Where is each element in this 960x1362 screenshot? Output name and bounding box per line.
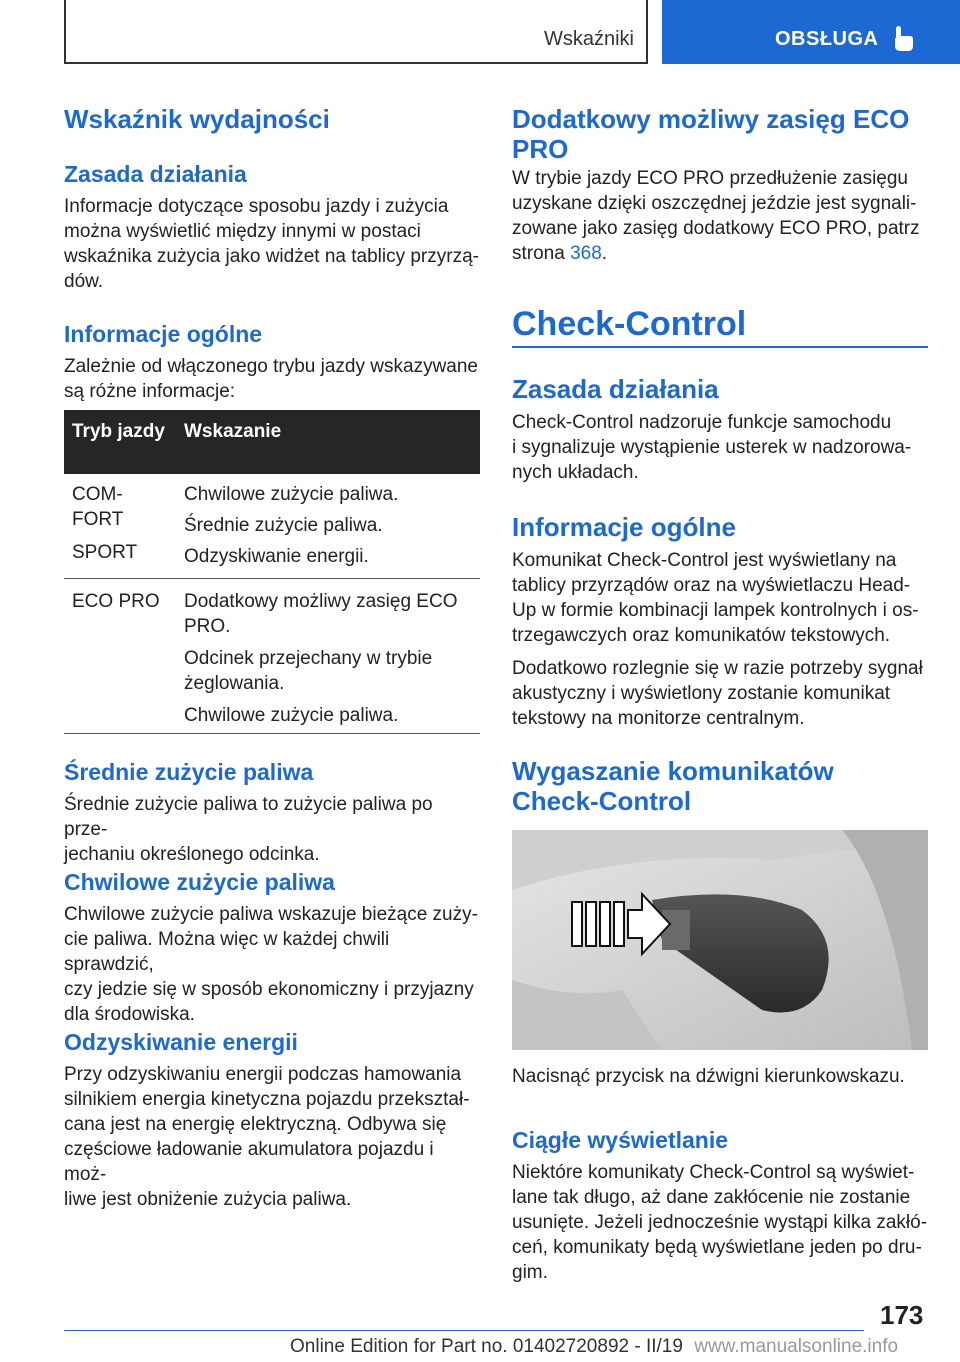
cc-general-paragraph-2 bbox=[512, 656, 923, 731]
text-line: wskaźnika zużycia jako widżet na tablicy przyrzą- bbox=[64, 246, 479, 267]
mode-table bbox=[64, 410, 480, 734]
eco-paragraph bbox=[512, 166, 920, 266]
heading-continuous-display: Ciągłe wyświetlanie bbox=[512, 1127, 729, 1153]
text-line: W trybie jazdy ECO PRO przedłużenie zasięgu bbox=[512, 168, 908, 189]
chapter-title-check-control: Check-Control bbox=[512, 305, 747, 343]
header-section-box bbox=[64, 0, 648, 64]
cc-general-paragraph bbox=[512, 548, 919, 648]
display-item: PRO. bbox=[184, 616, 231, 637]
text-line: nych układach. bbox=[512, 462, 639, 483]
text-line: cie paliwa. Można więc w każdej chwili sprawdzić, bbox=[64, 929, 390, 975]
text-line: można wyświetlić między innymi w postaci bbox=[64, 221, 421, 242]
text-line: akustyczny i wyświetlony zostanie komunikat bbox=[512, 683, 891, 704]
heading-principle: Zasada działania bbox=[64, 161, 247, 187]
text-line: Chwilowe zużycie paliwa wskazuje bieżące zuży- bbox=[64, 904, 478, 925]
table-row bbox=[64, 474, 480, 579]
mode-text: FORT bbox=[72, 509, 124, 530]
display-item: Chwilowe zużycie paliwa. bbox=[184, 484, 399, 505]
table-cell-mode bbox=[72, 589, 172, 614]
display-item: Dodatkowy możliwy zasięg ECO bbox=[184, 591, 458, 612]
heading-eco-range bbox=[512, 104, 909, 164]
text-line: Średnie zużycie paliwa to zużycie paliwa po prze- bbox=[64, 794, 433, 840]
mode-text: SPORT bbox=[72, 542, 138, 563]
text-line: częściowe ładowanie akumulatora pojazdu i moż- bbox=[64, 1139, 434, 1185]
pointing-hand-icon bbox=[892, 24, 916, 52]
table-cell-display bbox=[184, 589, 474, 728]
edition-text: Online Edition for Part no. 01402720892 - II/19 bbox=[290, 1336, 683, 1357]
heading-current-consumption: Chwilowe zużycie paliwa bbox=[64, 869, 335, 895]
text-line: liwe jest obniżenie zużycia paliwa. bbox=[64, 1189, 352, 1210]
text-line: Komunikat Check-Control jest wyświetlany na bbox=[512, 550, 897, 571]
text-line: są różne informacje: bbox=[64, 381, 236, 402]
chapter-label: OBSŁUGA bbox=[775, 28, 879, 50]
text-fragment: strona bbox=[512, 243, 571, 264]
text-line bbox=[512, 241, 920, 266]
text-line: Up w formie kombinacji lampek kontrolnych i os- bbox=[512, 600, 919, 621]
text-line: Dodatkowo rozlegnie się w razie potrzeby sygnał bbox=[512, 658, 923, 679]
image-caption: Nacisnąć przycisk na dźwigni kierunkowskazu. bbox=[512, 1066, 905, 1087]
text-line: dów. bbox=[64, 271, 104, 292]
footer-edition bbox=[290, 1336, 898, 1358]
text-line: Przy odzyskiwaniu energii podczas hamowania bbox=[64, 1064, 462, 1085]
current-paragraph bbox=[64, 902, 480, 1027]
footer-rule bbox=[64, 1330, 864, 1331]
heading-line: Wygaszanie komunikatów bbox=[512, 756, 834, 786]
title-rule bbox=[512, 346, 928, 348]
text-line: czy jedzie się w sposób ekonomiczny i przyjazny bbox=[64, 979, 474, 1000]
average-paragraph bbox=[64, 792, 480, 867]
text-line: ceń, komunikaty będą wyświetlane jeden po dru- bbox=[512, 1237, 922, 1258]
text-line: uzyskane dzięki oszczędnej jeździe jest sygnali- bbox=[512, 193, 917, 214]
text-line: lane tak długo, aż dane zakłócenie nie zostanie bbox=[512, 1187, 911, 1208]
table-cell-display bbox=[184, 482, 474, 569]
section-title: Wskaźniki bbox=[543, 28, 634, 50]
heading-general-cc: Informacje ogólne bbox=[512, 512, 736, 542]
text-line: Check-Control nadzoruje funkcje samochodu bbox=[512, 412, 892, 433]
heading-line: PRO bbox=[512, 134, 569, 164]
heading-principle-cc: Zasada działania bbox=[512, 374, 719, 404]
turn-signal-lever-image bbox=[512, 830, 928, 1050]
text-line: jechaniu określonego odcinka. bbox=[64, 844, 320, 865]
cc-principle-paragraph bbox=[512, 410, 911, 485]
heading-average-consumption: Średnie zużycie paliwa bbox=[64, 759, 314, 785]
text-line: tablicy przyrządów oraz na wyświetlaczu Head- bbox=[512, 575, 911, 596]
continuous-paragraph bbox=[512, 1160, 927, 1285]
table-cell-mode bbox=[72, 482, 172, 565]
principle-paragraph bbox=[64, 194, 479, 294]
text-line: gim. bbox=[512, 1262, 548, 1283]
text-line: tekstowy na monitorze centralnym. bbox=[512, 708, 805, 729]
text-line: Niektóre komunikaty Check-Control są wyświet- bbox=[512, 1162, 915, 1183]
text-line: Informacje dotyczące sposobu jazdy i zużycia bbox=[64, 196, 449, 217]
general-paragraph bbox=[64, 354, 478, 404]
page-number: 173 bbox=[880, 1300, 924, 1330]
display-item: żeglowania. bbox=[184, 673, 285, 694]
heading-line: Check-Control bbox=[512, 786, 692, 816]
display-item: Chwilowe zużycie paliwa. bbox=[184, 705, 399, 726]
text-line: cana jest na energię elektryczną. Odbywa się bbox=[64, 1114, 447, 1135]
heading-line: Dodatkowy możliwy zasięg ECO bbox=[512, 104, 910, 134]
heading-hide-messages bbox=[512, 756, 834, 816]
text-fragment: . bbox=[601, 243, 608, 264]
display-item: Średnie zużycie paliwa. bbox=[184, 515, 383, 536]
recovery-paragraph bbox=[64, 1062, 480, 1212]
mode-text: COM- bbox=[72, 484, 123, 505]
display-item: Odcinek przejechany w trybie bbox=[184, 648, 433, 669]
text-line: dla środowiska. bbox=[64, 1004, 195, 1025]
section-title-performance: Wskaźnik wydajności bbox=[64, 104, 330, 134]
text-line: silnikiem energia kinetyczna pojazdu przekształ- bbox=[64, 1089, 470, 1110]
chapter-tab[interactable] bbox=[662, 0, 960, 64]
heading-energy-recovery: Odzyskiwanie energii bbox=[64, 1029, 298, 1055]
page-link[interactable]: 368 bbox=[570, 243, 602, 264]
mode-text: ECO PRO bbox=[72, 591, 160, 612]
table-header-row bbox=[64, 410, 480, 474]
watermark-text: www.manualsonline.info bbox=[694, 1336, 899, 1357]
text-line: Zależnie od włączonego trybu jazdy wskazywane bbox=[64, 356, 478, 377]
table-header-display: Wskazanie bbox=[184, 421, 282, 442]
heading-general: Informacje ogólne bbox=[64, 321, 263, 347]
text-line: trzegawczych oraz komunikatów tekstowych. bbox=[512, 625, 891, 646]
table-header-mode: Tryb jazdy bbox=[72, 421, 165, 442]
text-line: usunięte. Jeżeli jednocześnie wystąpi kilka zakłó- bbox=[512, 1212, 928, 1233]
table-row bbox=[64, 579, 480, 734]
text-line: i sygnalizuje wystąpienie usterek w nadzorowa- bbox=[512, 437, 912, 458]
text-line: zowane jako zasięg dodatkowy ECO PRO, patrz bbox=[512, 218, 920, 239]
display-item: Odzyskiwanie energii. bbox=[184, 546, 369, 567]
